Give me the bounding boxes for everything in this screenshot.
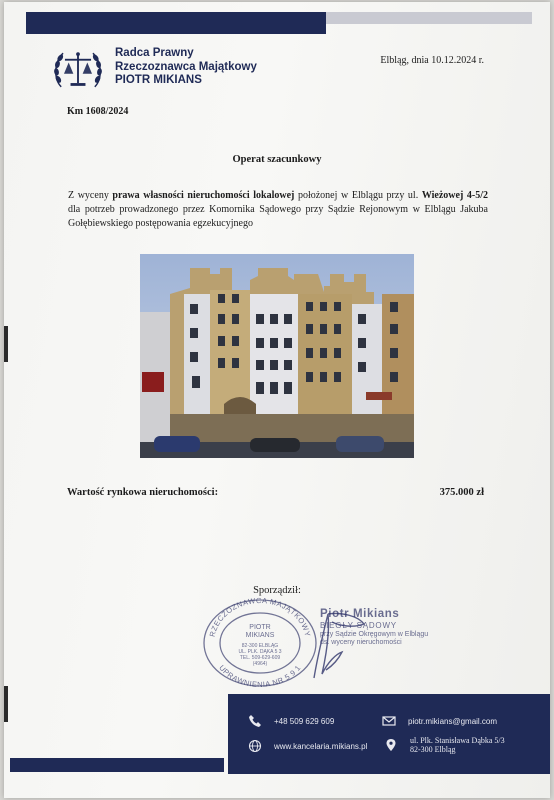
building-facade-photo — [140, 254, 414, 458]
place-date: Elbląg, dnia 10.12.2024 r. — [380, 55, 484, 66]
footer-contact-panel — [228, 694, 550, 774]
firm-name-line: Rzeczoznawca Majątkowy — [115, 60, 257, 73]
stamp-registration: (4964) — [252, 661, 268, 667]
document-page — [4, 2, 550, 798]
footer-email-text: piotr.mikians@gmail.com — [408, 716, 498, 726]
phone-icon — [248, 714, 262, 728]
footer-address — [384, 736, 505, 754]
signatory-specialty: ds. wyceny nieruchomości — [320, 639, 402, 646]
envelope-icon — [382, 714, 396, 728]
prepared-by-label: Sporządził: — [253, 585, 301, 596]
footer-phone[interactable] — [248, 714, 334, 728]
intro-text: Z wyceny — [68, 190, 113, 201]
signatory-role: BIEGŁY SĄDOWY — [320, 621, 397, 630]
handwritten-signature — [266, 604, 386, 684]
footer-website-text: www.kancelaria.mikians.pl — [274, 741, 368, 751]
scales-of-justice-logo-icon — [50, 42, 106, 98]
footer-email[interactable] — [382, 714, 497, 728]
signatory-court: przy Sądzie Okręgowym w Elblągu — [320, 631, 429, 638]
intro-text: położonej w Elblągu przy ul. — [294, 190, 422, 201]
intro-text: dla potrzeb prowadzonego przez Komornika Sądowego przy Sądzie Rejonowym w Elblągu Jakuba Gołębiewskiego postępowania egzekucyjnego — [68, 204, 488, 229]
footer-address-line: 82-300 Elbląg — [410, 745, 456, 754]
footer-phone-text: +48 509 629 609 — [274, 716, 335, 726]
intro-paragraph — [68, 189, 488, 231]
punch-hole-mark — [4, 686, 8, 722]
stamp-name: MIKIANS — [245, 632, 275, 639]
firm-name-line: Radca Prawny — [115, 47, 194, 59]
stamp-ring-bottom-text: UPRAWNIENIA NR 5 9 1 — [217, 663, 303, 689]
market-value-label: Wartość rynkowa nieruchomości: — [67, 487, 219, 498]
footer-address-line: ul. Plk. Stanisława Dąbka 5/3 — [410, 736, 505, 745]
stamp-phone: TEL. 509-629-609 — [239, 655, 281, 661]
stamp-ring-top-text: RZECZOZNAWCA MAJĄTKOWY — [207, 597, 313, 638]
header-bar — [26, 12, 326, 34]
punch-hole-mark — [4, 326, 8, 362]
map-pin-icon — [384, 738, 398, 752]
header-bar-light — [326, 12, 532, 24]
intro-address: Wieżowej 4-5/2 — [421, 190, 488, 201]
globe-icon — [248, 739, 262, 753]
signatory-name: Piotr Mikians — [320, 608, 400, 620]
footer-website[interactable] — [248, 739, 367, 753]
stamp-name: PIOTR — [249, 624, 271, 631]
market-value-amount: 375.000 zł — [439, 487, 484, 498]
firm-name-block — [115, 47, 257, 88]
case-number: Km 1608/2024 — [67, 106, 129, 117]
document-title: Operat szacunkowy — [232, 154, 322, 165]
intro-right-type: prawa własności nieruchomości lokalowej — [112, 190, 295, 201]
stamp-address: 82-300 ELBLĄG — [241, 643, 279, 649]
firm-name-line: PIOTR MIKIANS — [115, 74, 202, 86]
footer-bar — [10, 758, 224, 772]
stamp-address: UL. PLK. DĄKA 5 3 — [238, 649, 282, 655]
